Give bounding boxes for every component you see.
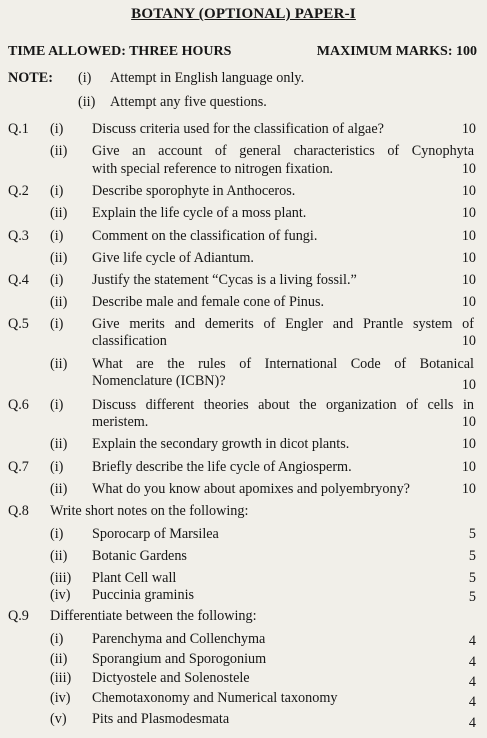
part-text-line: What are the rules of International Code of Botanical (92, 356, 474, 372)
part-number: (i) (50, 228, 64, 244)
question-number: Q.1 (8, 121, 29, 137)
part-text: Explain the life cycle of a moss plant. (92, 205, 307, 221)
part-marks: 10 (461, 333, 476, 349)
part-number: (iii) (50, 570, 72, 586)
question-number: Q.9 (8, 608, 29, 624)
question-number: Q.2 (8, 183, 29, 199)
part-text: Botanic Gardens (92, 548, 187, 564)
part-text-line: Discuss different theories about the organization of cells in (92, 397, 474, 413)
part-marks: 4 (468, 715, 476, 731)
part-marks: 10 (461, 459, 476, 475)
part-text: Sporangium and Sporogonium (92, 651, 267, 667)
part-text: Parenchyma and Collenchyma (92, 631, 266, 647)
question-number: Q.8 (8, 503, 29, 519)
part-number: (i) (50, 459, 64, 475)
part-text: Describe sporophyte in Anthoceros. (92, 183, 296, 199)
part-text: Chemotaxonomy and Numerical taxonomy (92, 690, 338, 706)
part-marks: 5 (468, 589, 476, 605)
part-number: (iv) (50, 690, 71, 706)
part-marks: 10 (461, 228, 476, 244)
part-number: (ii) (50, 436, 68, 452)
part-marks: 4 (468, 654, 476, 670)
part-marks: 10 (461, 481, 476, 497)
part-number: (i) (50, 316, 64, 332)
question-number: Q.3 (8, 228, 29, 244)
part-number: (i) (50, 272, 64, 288)
part-text: Explain the secondary growth in dicot plants. (92, 436, 350, 452)
part-number: (ii) (50, 548, 68, 564)
part-marks: 10 (461, 205, 476, 221)
part-text: Puccinia graminis (92, 587, 195, 603)
time-allowed: TIME ALLOWED: THREE HOURS (8, 44, 232, 59)
part-text-line: classification (92, 333, 167, 349)
part-marks: 10 (461, 272, 476, 288)
question-number: Q.5 (8, 316, 29, 332)
paper-title: BOTANY (OPTIONAL) PAPER-I (131, 6, 356, 22)
part-marks: 10 (461, 294, 476, 310)
note-number: (ii) (78, 94, 96, 110)
question-number: Q.4 (8, 272, 29, 288)
part-marks: 10 (461, 121, 476, 137)
part-number: (i) (50, 183, 64, 199)
part-marks: 10 (461, 250, 476, 266)
part-marks: 4 (468, 633, 476, 649)
part-marks: 10 (461, 436, 476, 452)
part-number: (iii) (50, 670, 72, 686)
part-number: (ii) (50, 651, 68, 667)
part-text: Dictyostele and Solenostele (92, 670, 250, 686)
note-text: Attempt any five questions. (110, 94, 267, 110)
question-number: Q.7 (8, 459, 29, 475)
part-text-line: with special reference to nitrogen fixation. (92, 161, 334, 177)
part-text-line: Give an account of general characteristics of Cynophyta (92, 143, 474, 159)
part-marks: 10 (461, 161, 476, 177)
part-number: (ii) (50, 356, 68, 372)
question-number: Q.6 (8, 397, 29, 413)
maximum-marks: MAXIMUM MARKS: 100 (316, 44, 477, 59)
part-number: (ii) (50, 143, 68, 159)
part-number: (ii) (50, 294, 68, 310)
part-number: (i) (50, 121, 64, 137)
part-number: (iv) (50, 587, 71, 603)
part-text-line: meristem. (92, 414, 149, 430)
part-marks: 10 (461, 377, 476, 393)
part-text: Pits and Plasmodesmata (92, 711, 230, 727)
part-number: (ii) (50, 481, 68, 497)
part-number: (ii) (50, 250, 68, 266)
question-heading: Differentiate between the following: (50, 608, 257, 624)
part-text: Describe male and female cone of Pinus. (92, 294, 325, 310)
part-marks: 10 (461, 414, 476, 430)
part-text-line: Nomenclature (ICBN)? (92, 373, 226, 389)
part-text: Justify the statement “Cycas is a living fossil.” (92, 272, 357, 288)
part-marks: 5 (468, 526, 476, 542)
part-number: (v) (50, 711, 67, 727)
part-text: Comment on the classification of fungi. (92, 228, 318, 244)
part-marks: 4 (468, 694, 476, 710)
part-text: Give life cycle of Adiantum. (92, 250, 254, 266)
note-text: Attempt in English language only. (110, 70, 305, 86)
part-text: Discuss criteria used for the classification of algae? (92, 121, 384, 137)
part-text: Plant Cell wall (92, 570, 177, 586)
part-number: (i) (50, 631, 64, 647)
part-number: (ii) (50, 205, 68, 221)
part-marks: 5 (468, 548, 476, 564)
part-number: (i) (50, 526, 64, 542)
part-marks: 10 (461, 183, 476, 199)
note-label: NOTE: (8, 70, 53, 86)
part-text-line: Give merits and demerits of Engler and Prantle system of (92, 316, 474, 332)
part-text: Sporocarp of Marsilea (92, 526, 219, 542)
note-number: (i) (78, 70, 92, 86)
part-marks: 5 (468, 570, 476, 586)
part-text: Briefly describe the life cycle of Angiosperm. (92, 459, 352, 475)
question-heading: Write short notes on the following: (50, 503, 249, 519)
part-number: (i) (50, 397, 64, 413)
part-marks: 4 (468, 674, 476, 690)
part-text: What do you know about apomixes and polyembryony? (92, 481, 410, 497)
